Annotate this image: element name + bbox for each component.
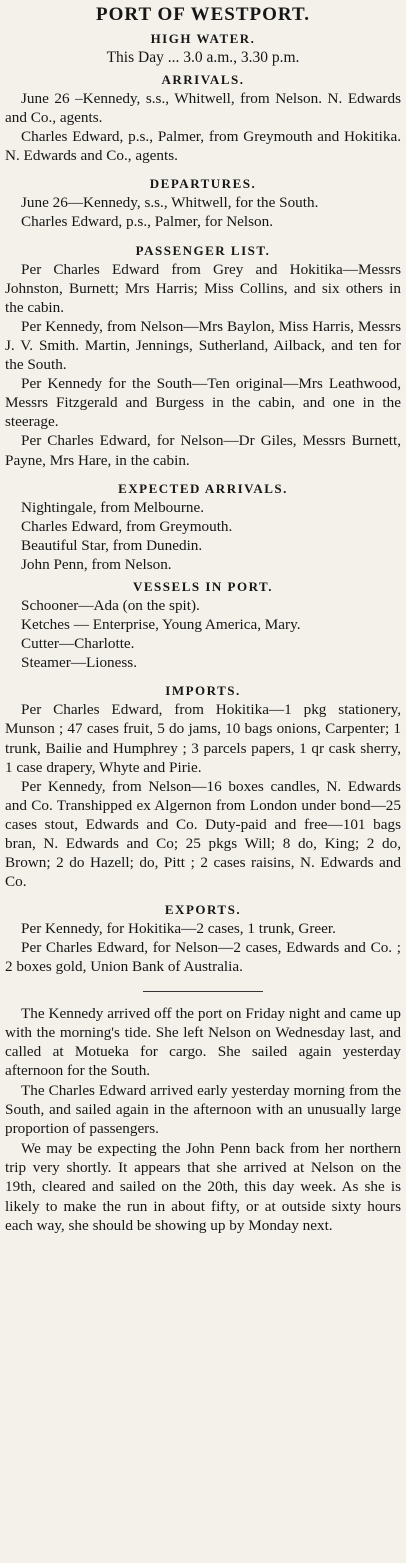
expected-arrival-entry: John Penn, from Nelson. <box>21 555 172 573</box>
vessels-in-port-heading: VESSELS IN PORT. <box>133 578 273 594</box>
shipping-news <box>5 1004 401 1236</box>
arrivals-heading: ARRIVALS. <box>161 72 245 87</box>
departures-heading: DEPARTURES. <box>149 176 257 192</box>
passenger-entry: Per Kennedy, from Nelson—Mrs Baylon, Miss Harris, Messrs J. V. Smith. Martin, Jennings, Sutherland, Ailback, and ten for the South. <box>5 317 401 374</box>
page-title: PORT OF WESTPORT. <box>96 4 310 25</box>
expected-arrivals-heading: EXPECTED ARRIVALS. <box>118 480 288 496</box>
passenger-entry: Per Charles Edward, for Nelson—Dr Giles, Messrs Burnett, Payne, Mrs Hare, in the cabin. <box>5 432 401 469</box>
passenger-entry: Per Kennedy for the South—Ten original—Mrs Leathwood, Messrs Fitzgerald and Burgess in the cabin, and one in the steerage. <box>5 375 401 431</box>
arrival-entry: Charles Edward, p.s., Palmer, from Greymouth and Hokitika. N. Edwards and Co., agents. <box>5 128 401 165</box>
news-paragraph: We may be expecting the John Penn back from her northern trip very shortly. It appears that she arrived at Nelson on the 19th, cleared and sailed on the 20th, this day week. As she is likely to make the run in about fifty, or at outside sixty hours each way, she should be showing up by Monday next. <box>5 1139 401 1234</box>
vessel-entry: Schooner—Ada (on the spit). <box>21 596 200 614</box>
news-paragraph: The Charles Edward arrived early yesterday morning from the South, and sailed again in the afternoon with an unusually large proportion of passengers. <box>5 1081 401 1138</box>
expected-arrival-entry: Charles Edward, from Greymouth. <box>21 517 233 535</box>
departure-entry: June 26—Kennedy, s.s., Whitwell, for the South. <box>21 194 319 212</box>
high-water-times: This Day ... 3.0 a.m., 3.30 p.m. <box>106 49 300 66</box>
export-entry: Per Charles Edward, for Nelson—2 cases, Edwards and Co. ; 2 boxes gold, Union Bank of Australia. <box>5 939 401 976</box>
vessel-entry: Cutter—Charlotte. <box>21 635 135 653</box>
vessel-entry: Steamer—Lioness. <box>21 654 137 672</box>
import-entry: Per Kennedy, from Nelson—16 boxes candles, N. Edwards and Co. Transhipped ex Algernon from London under bond—25 cases stout, Edwards and Co. Duty-paid and free—101 bags bran, N. Edwards and Co; 25 pkgs Will; 8 do, King; 2 do, Brown; 2 do Hazell; do, Pitt ; 2 cases raisins, N. Edwards and Co. <box>5 777 401 891</box>
imports-heading: IMPORTS. <box>165 683 241 699</box>
expected-arrival-entry: Nightingale, from Melbourne. <box>21 498 205 516</box>
departure-entry: Charles Edward, p.s., Palmer, for Nelson. <box>21 213 274 231</box>
expected-arrival-entry: Beautiful Star, from Dunedin. <box>21 536 203 554</box>
exports-heading: EXPORTS. <box>164 902 242 918</box>
high-water-heading: HIGH WATER. <box>150 31 256 46</box>
news-paragraph: The Kennedy arrived off the port on Friday night and came up with the morning's tide. She left Nelson on Wednesday last, and called at Motueka for cargo. She sailed again yesterday afternoon for the South. <box>5 1004 401 1080</box>
import-entry: Per Charles Edward, from Hokitika—1 pkg stationery, Munson ; 47 cases fruit, 5 do jams, 10 bags onions, Carpenter; 1 trunk, Bailie and Humphrey ; 3 parcels papers, 1 qr cask sherry, 1 case drapery, Whyte and Pirie. <box>5 701 401 776</box>
vessel-entry: Ketches — Enterprise, Young America, Mary. <box>21 616 301 634</box>
export-entry: Per Kennedy, for Hokitika—2 cases, 1 trunk, Greer. <box>21 920 336 938</box>
passenger-list-heading: PASSENGER LIST. <box>135 242 271 258</box>
arrival-entry: June 26 –Kennedy, s.s., Whitwell, from Nelson. N. Edwards and Co., agents. <box>5 90 401 127</box>
passenger-entry: Per Charles Edward from Grey and Hokitika—Messrs Johnston, Burnett; Mrs Harris; Miss Collins, and six others in the cabin. <box>5 260 401 316</box>
section-divider <box>143 991 263 992</box>
